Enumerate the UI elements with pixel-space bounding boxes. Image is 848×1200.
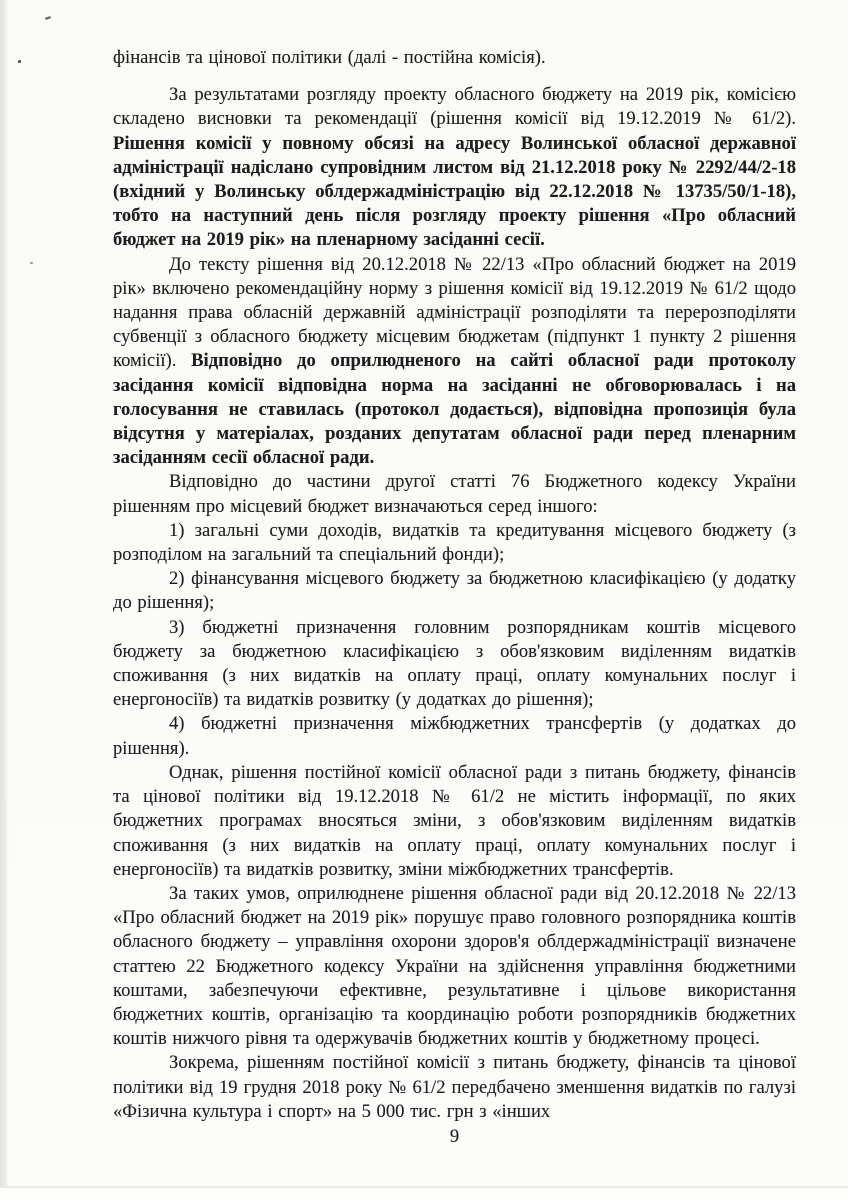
scan-edge-shadow — [0, 0, 9, 1200]
paragraph — [113, 46, 796, 70]
page-number: 9 — [449, 1125, 460, 1147]
text-run: 2) фінансування місцевого бюджету за бюджетною класифікацією (у додатку до рішення); — [113, 568, 796, 614]
text-run: За результатами розгляду проекту обласного бюджету на 2019 рік, комісією складено висновки та рекомендації (рішення комісії від 19.12.2019 № 61/2). — [113, 84, 796, 130]
paragraph — [113, 761, 796, 882]
text-run: За таких умов, оприлюднене рішення обласної ради від 20.12.2018 № 22/13 «Про обласний бюджет на 2019 рік» порушує право головного розпорядника коштів обласного бюджету – управління охорони здоров'я облдержадміністрації визначене статтею 22 Бюджетного кодексу України на здійснення управління бюджетними коштами, забезпечуючи ефективне, результативне і цільове використання бюджетних коштів, організацію та координацію роботи розпорядників бюджетних коштів нижчого рівня та одержувачів бюджетних коштів у бюджетному процесі. — [113, 882, 796, 1050]
paragraph — [113, 616, 796, 713]
paragraph — [113, 253, 796, 471]
scan-bottom-band — [0, 1188, 848, 1200]
bold-text-run: Відповідно до оприлюдненого на сайті обласної ради протоколу засідання комісії відповідна норма на засіданні не обговорювалась і на голосування не ставилась (протокол додається), відповідна пропозиція була відсутня у матеріалах, розданих депутатам обласної ради перед пленарним засіданням сесії обласної ради. — [113, 350, 796, 469]
paragraph — [113, 567, 796, 615]
scan-speckle — [18, 60, 21, 63]
text-run: 1) загальні суми доходів, видатків та кредитування місцевого бюджету (з розподілом на загальний та спеціальний фонди); — [113, 519, 796, 566]
document-body — [113, 46, 796, 1149]
text-run: До тексту рішення від 20.12.2018 № 22/13 «Про обласний бюджет на 2019 рік» включено рекомендаційну норму з рішення комісії від 19.12.2019 № 61/2 щодо надання права обласній державній адміністрації розподіляти та перерозподіляти субвенції з обласного бюджету місцевим бюджетам (підпункт 1 пункту 2 рішення комісії). — [113, 253, 796, 372]
paragraph — [113, 1051, 796, 1124]
text-run: 4) бюджетні призначення міжбюджетних трансфертів (у додатках до рішення). — [113, 713, 796, 759]
scan-speckle — [30, 262, 33, 264]
text-run: фінансів та цінової політики (далі - постійна комісія). — [113, 47, 546, 68]
text-run: Відповідно до частини другої статті 76 Бюджетного кодексу України рішенням про місцевий бюджет визначаються серед іншого: — [113, 471, 796, 517]
paragraph — [113, 519, 796, 567]
paragraph — [113, 83, 796, 252]
paragraph — [113, 712, 796, 760]
bold-text-run: Рішення комісії у повному обсязі на адресу Волинської обласної державної адміністрації надіслано супровідним листом від 21.12.2018 року № 2292/44/2-18 (вхідний у Волинську облдержадміністрацію від 22.12.2018 № 13735/50/1-18), тобто на наступний день після розгляду проекту рішення «Про обласний бюджет на 2019 рік» на пленарному засіданні сесії. — [113, 132, 796, 251]
text-run: Однак, рішення постійної комісії обласної ради з питань бюджету, фінансів та цінової політики від 19.12.2018 № 61/2 не містить інформації, по яких бюджетних програмах вносяться зміни, з обов'язковим виділенням видатків споживання (з них видатків на оплату праці, оплату комунальних послуг і енергоносіїв) та видатків розвитку, зміни міжбюджетних трансфертів. — [113, 761, 796, 880]
text-run: 3) бюджетні призначення головним розпорядникам коштів місцевого бюджету за бюджетною класифікацією з обов'язковим виділенням видатків споживання (з них видатків на оплату праці, оплату комунальних послуг і енергоносіїв) та видатків розвитку (у додатках до рішення); — [113, 616, 796, 711]
paragraph — [113, 470, 796, 518]
text-run: Зокрема, рішенням постійної комісії з питань бюджету, фінансів та цінової політики від 19 грудня 2018 року № 61/2 передбачено зменшення видатків по галузі «Фізична культура і спорт» на 5 000 тис. грн з «інших — [113, 1052, 796, 1122]
scan-speckle — [45, 16, 51, 20]
paragraph — [113, 882, 796, 1051]
